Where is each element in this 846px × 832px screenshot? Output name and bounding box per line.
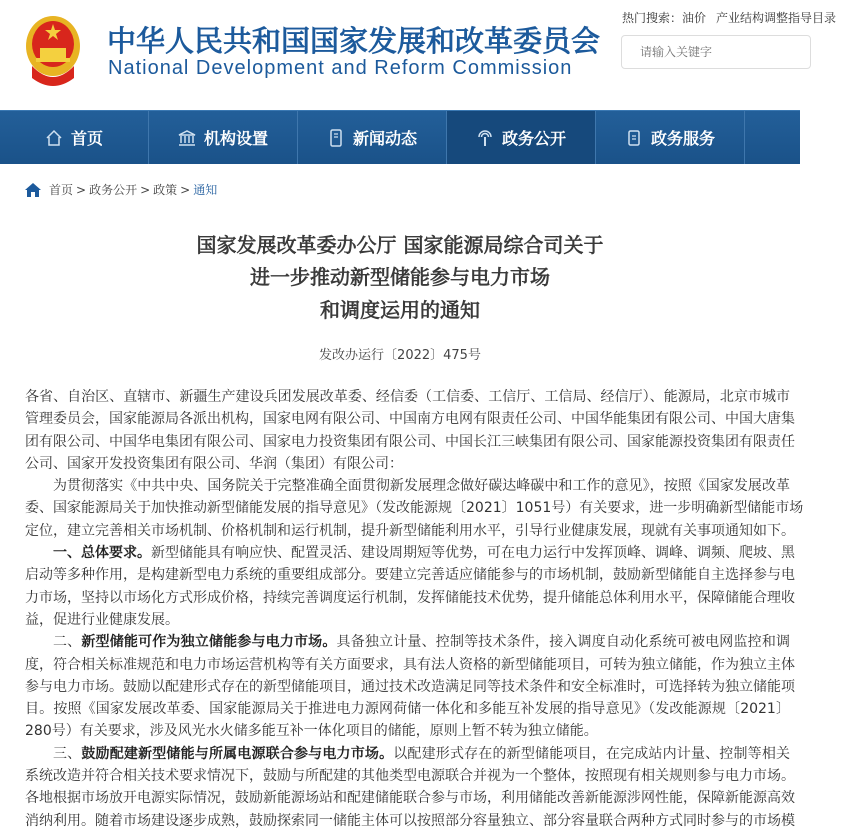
article-line <box>25 564 795 586</box>
article-line <box>25 676 795 698</box>
article-line <box>25 787 795 809</box>
article-title-line: 和调度运用的通知 <box>320 298 480 322</box>
section-number: 三、 <box>53 745 82 762</box>
breadcrumb-notice[interactable]: 通知 <box>193 183 218 197</box>
line-text: 各地根据市场放开电源实际情况，鼓励新能源场站和配建储能联合参与市场，利用储能改善新能源涉网性能，保障新能源高效 <box>25 790 795 807</box>
line-text: 团有限公司、中国华电集团有限公司、国家电力投资集团有限公司、中国长江三峡集团有限公司、国家能源投资集团有限责任 <box>25 433 795 450</box>
line-text: 目。按照《国家发展改革委、国家能源局关于推进电力源网荷储一体化和多能互补发展的指导意见》（发改能源规〔2021〕 <box>25 701 790 718</box>
site-title-en: National Development and Reform Commission <box>108 57 573 79</box>
line-text: 系统改造并符合相关技术要求情况下，鼓励与所配建的其他类型电源联合并视为一个整体，按照现有相关规则参与电力市场。 <box>25 768 795 785</box>
nav-government-affairs[interactable] <box>447 111 596 164</box>
main-nav <box>0 110 800 164</box>
section-number: 二、 <box>53 634 82 651</box>
national-emblem-logo <box>24 14 82 86</box>
hot-search-link[interactable]: 产业结构调整指导目录 <box>716 11 837 25</box>
article-line <box>25 520 795 542</box>
article-line <box>25 609 790 631</box>
line-text: 以配建形式存在的新型储能项目，在完成站内计量、控制等相关 <box>393 745 791 762</box>
article-line <box>25 386 790 408</box>
site-title-cn[interactable]: 中华人民共和国国家发展和改革委员会 <box>107 24 601 58</box>
nav-label: 新闻动态 <box>352 129 417 148</box>
line-text: 启动等多种作用，是构建新型电力系统的重要组成部分。要建立完善适应储能参与的市场机制，鼓励新型储能自主选择参与电 <box>25 567 795 584</box>
article-line <box>25 698 790 720</box>
breadcrumb-policy[interactable]: 政策 <box>153 183 178 197</box>
nav-more[interactable] <box>745 111 800 164</box>
article-line <box>25 408 795 430</box>
line-text: 定位，建立完善相关市场机制、价格机制和运行机制，提升新型储能利用水平，引导行业健康发展，现就有关事项通知如下。 <box>25 522 795 539</box>
breadcrumb-home[interactable]: 首页 <box>49 183 74 197</box>
article-body <box>25 386 804 832</box>
nav-label: 政务公开 <box>501 129 566 148</box>
breadcrumb: 首页 > 政务公开 > 政策 > 通知 <box>25 181 217 198</box>
section-heading: 一、总体要求。 <box>53 545 151 562</box>
article-line <box>25 475 790 497</box>
nav-services[interactable] <box>596 111 745 164</box>
article-line <box>25 765 795 787</box>
line-text: 益，促进行业健康发展。 <box>25 611 179 628</box>
article-line <box>25 497 804 519</box>
hot-search-link[interactable]: 油价 <box>682 11 707 25</box>
home-icon <box>25 183 41 197</box>
line-text: 新型储能具有响应快、配置灵活、建设周期短等优势，可在电力运行中发挥顶峰、调峰、调频、爬坡、黑 <box>151 545 795 562</box>
hot-search <box>622 9 846 26</box>
nav-label: 首页 <box>70 129 103 148</box>
article-line <box>25 810 795 832</box>
nav-news[interactable] <box>298 111 447 164</box>
nav-label: 政务服务 <box>650 129 715 148</box>
article-line <box>25 587 795 609</box>
broadcast-icon <box>476 129 494 147</box>
line-text: 消纳利用。随着市场建设逐步成熟，鼓励探索同一储能主体可以按照部分容量独立、部分容量联合两种方式同时参与的市场模 <box>25 812 795 829</box>
breadcrumb-government-affairs[interactable]: 政务公开 <box>89 183 138 197</box>
article-title-line: 国家发展改革委办公厅 国家能源局综合司关于 <box>196 233 604 257</box>
hot-search-label: 热门搜索： <box>622 11 683 25</box>
line-text: 参与电力市场。鼓励以配建形式存在的新型储能项目，通过技术改造满足同等技术条件和安全标准时，可选择转为独立储能项 <box>25 678 795 695</box>
line-text: 度，符合相关标准规范和电力市场运营机构等有关方面要求，具有法人资格的新型储能项目，可转为独立储能，作为独立主体 <box>25 656 795 673</box>
search-input[interactable] <box>621 35 811 69</box>
section-heading: 新型储能可作为独立储能参与电力市场。 <box>81 634 337 651</box>
article-title-line: 进一步推动新型储能参与电力市场 <box>250 265 550 289</box>
line-text: 管理委员会，国家能源局各派出机构，国家电网有限公司、中国南方电网有限责任公司、中国华能集团有限公司、中国大唐集 <box>25 411 795 428</box>
news-icon <box>327 129 345 147</box>
line-text: 公司、国家开发投资集团有限公司、华润（集团）有限公司： <box>25 455 403 472</box>
line-text: 为贯彻落实《中共中央、国务院关于完整准确全面贯彻新发展理念做好碳达峰碳中和工作的意见》，按照《国家发展改革 <box>53 478 790 495</box>
article-line <box>25 720 790 742</box>
article-line <box>25 431 795 453</box>
nav-home[interactable] <box>0 111 149 164</box>
home-icon <box>45 129 63 147</box>
article-line <box>25 542 795 564</box>
article-line <box>25 654 795 676</box>
nav-institution[interactable] <box>149 111 298 164</box>
line-text: 各省、自治区、直辖市、新疆生产建设兵团发展改革委、经信委（工信委、工信厅、工信局、经信厅）、能源局，北京市城市 <box>25 389 790 405</box>
article-line <box>25 743 790 765</box>
line-text: 委、国家能源局关于加快推动新型储能发展的指导意见》（发改能源规〔2021〕1051号）有关要求，进一步明确新型储能市场 <box>25 500 804 517</box>
line-text: 280号）有关要求，涉及风光水火储多能互补一体化项目的储能，原则上暂不转为独立储能。 <box>25 723 598 740</box>
document-icon <box>625 129 643 147</box>
institution-icon <box>178 129 196 147</box>
article-line <box>25 453 790 475</box>
line-text: 具备独立计量、控制等技术条件，接入调度自动化系统可被电网监控和调 <box>336 634 791 651</box>
nav-label: 机构设置 <box>203 129 268 148</box>
article-line <box>25 631 790 653</box>
section-heading: 鼓励配建新型储能与所属电源联合参与电力市场。 <box>81 745 394 762</box>
document-number: 发改办运行〔2022〕475号 <box>319 348 481 363</box>
line-text: 力市场，坚持以市场化方式形成价格，持续完善调度运行机制，发挥储能技术优势，提升储能总体利用水平，保障储能合理收 <box>25 589 795 606</box>
